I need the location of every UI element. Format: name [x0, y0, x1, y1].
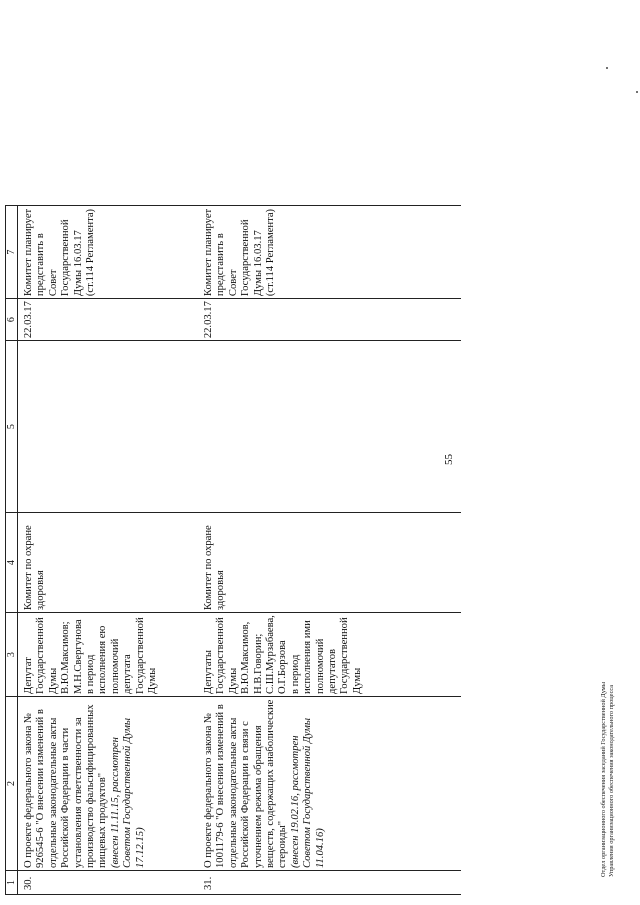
- footer: [600, 682, 616, 877]
- initiator-line: В.Ю.Максимов;: [60, 621, 72, 694]
- initiator-line: Думы: [147, 667, 159, 694]
- initiators-cell: [195, 613, 462, 697]
- bill-note: (внесен 19.02.16, рассмотрен Советом Государственной Думы 11.04.16): [289, 717, 326, 868]
- initiator-line: Государственной: [215, 617, 227, 694]
- bill-title: О проекте федерального закона № 926545-6 "О внесении изменений в отдельные законодательные акты Российской Федерации в части установления ответственности за производство фальсифицированных пищевых продуктов": [23, 704, 109, 868]
- bill-title: О проекте федерального закона № 1001179-6 "О внесении изменений в отдельные законодательные акты Российской Федерации в связи с уточнением режима обращения веществ, содержащих анаболические стероиды": [203, 699, 289, 868]
- column-5-cell: [18, 341, 196, 513]
- initiator-line: Государственной: [35, 617, 47, 694]
- row-number: 30.: [18, 871, 196, 895]
- page-number: 55: [443, 454, 455, 465]
- column-5-cell: [195, 341, 462, 513]
- initiator-line: Думы: [227, 667, 239, 694]
- initiator-line: Думы: [47, 667, 59, 694]
- initiators-cell: [18, 613, 196, 697]
- initiator-line: В.Ю.Максимов,: [240, 621, 252, 694]
- column-number-header: 7: [6, 206, 18, 299]
- initiator-line: полномочий: [109, 638, 121, 694]
- column-number-row: [6, 206, 18, 895]
- initiator-line: Депутат: [23, 657, 34, 694]
- column-number-header: 4: [6, 513, 18, 613]
- initiator-line: С.Ш.Мурзабаева,: [265, 615, 277, 694]
- date-cell: 22.03.17: [195, 299, 462, 341]
- initiator-line: депутата: [122, 654, 134, 694]
- column-number-header: 6: [6, 299, 18, 341]
- column-number-header: 1: [6, 871, 18, 895]
- column-number-header: 2: [6, 697, 18, 871]
- initiator-line: исполнения ею: [97, 625, 109, 694]
- initiator-line: в период: [289, 654, 301, 694]
- initiator-line: полномочий: [314, 638, 326, 694]
- initiator-line: исполнения ими: [302, 620, 314, 694]
- initiator-line: М.Н.Свергунова: [72, 619, 84, 694]
- scan-speck: [606, 67, 608, 69]
- footer-line: Отдел организационного обеспечения заседаний Государственной Думы: [600, 682, 607, 877]
- column-number-header: 3: [6, 613, 18, 697]
- initiator-line: Государственной: [134, 617, 146, 694]
- initiator-line: Государственной: [339, 617, 351, 694]
- initiator-line: Депутаты: [203, 650, 214, 694]
- bill-title-cell: [18, 697, 196, 871]
- row-number: 31.: [195, 871, 462, 895]
- table-row: [18, 206, 196, 895]
- committee-cell: Комитет по охране здоровья: [195, 513, 462, 613]
- plan-cell: Комитет планирует представить в Совет Государственной Думы 16.03.17 (ст.114 Регламента): [18, 206, 196, 299]
- initiator-line: Н.В.Говорин;: [252, 633, 264, 694]
- scan-speck: [636, 91, 638, 93]
- date-cell: 22.03.17: [18, 299, 196, 341]
- column-number-header: 5: [6, 341, 18, 513]
- bill-note: (внесен 11.11.15, рассмотрен Советом Государственной Думы 17.12.15): [109, 717, 146, 868]
- initiator-line: О.Г.Борзова: [277, 640, 289, 694]
- table-row: [195, 206, 462, 895]
- bill-title-cell: [195, 697, 462, 871]
- footer-line: Управления организационного обеспечения законодательного процесса: [608, 684, 615, 877]
- committee-cell: Комитет по охране здоровья: [18, 513, 196, 613]
- plan-cell: Комитет планирует представить в Совет Государственной Думы 16.03.17 (ст.114 Регламента): [195, 206, 462, 299]
- initiator-line: депутатов: [327, 648, 339, 694]
- initiator-line: Думы: [351, 667, 363, 694]
- bill-table: [5, 205, 462, 895]
- initiator-line: в период: [85, 654, 97, 694]
